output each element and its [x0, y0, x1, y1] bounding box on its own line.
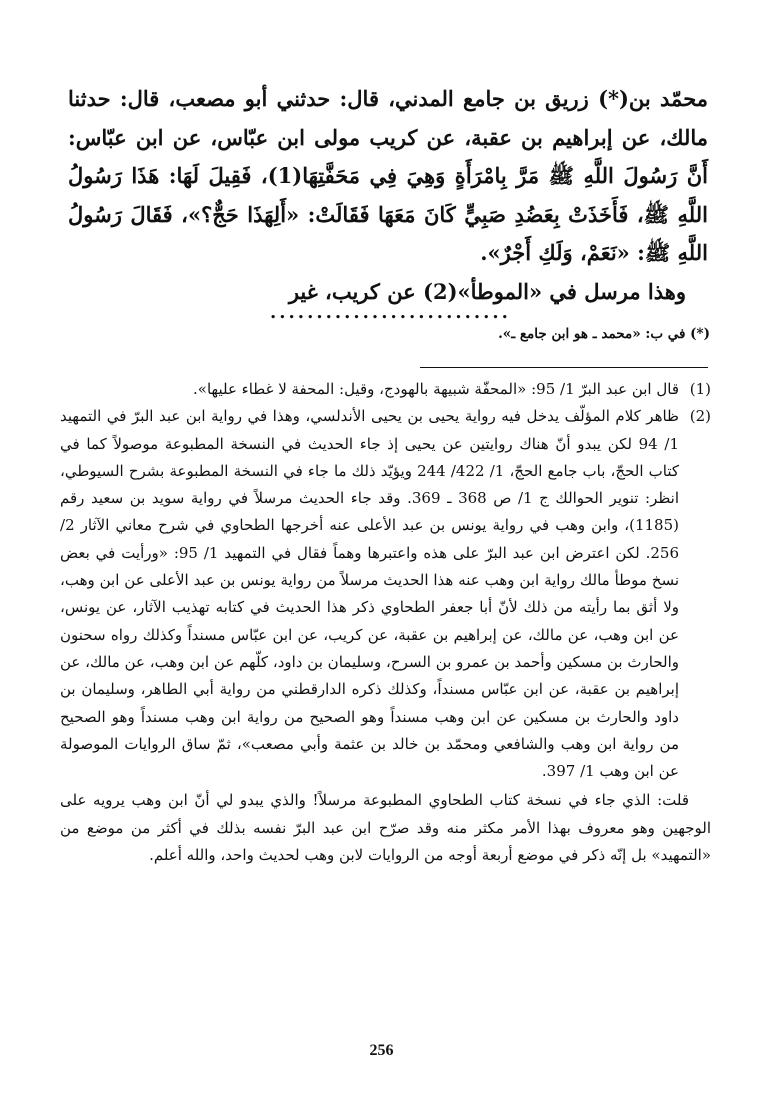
main-paragraph-1: محمّد بن(*) زريق بن جامع المدني، قال: حدثني أبو مصعب، قال: حدثنا مالك، عن إبراهيم بن عقبة، عن كريب مولى ابن عبّاس، عن ابن عبّاس: أَنَّ رَسُولَ اللَّهِ ﷺ مَرَّ بِامْرَأَةٍ وَهِيَ فِي مَحَفَّتِهَا(1)، فَقِيلَ لَهَا: هَذَا رَسُولُ اللَّهِ ﷺ، فَأَخَذَتْ بِعَضُدِ صَبِيٍّ كَانَ مَعَهَا فَقَالَتْ: «أَلِهَذَا حَجٌّ؟»، فَقَالَ رَسُولُ اللَّهِ ﷺ: «نَعَمْ، وَلَكِ أَجْرٌ». [68, 86, 708, 265]
ellipsis-dots: .......................... [270, 302, 511, 323]
footnote-number: (1) [689, 380, 711, 398]
page-number: 256 [369, 1042, 394, 1059]
footnotes [60, 376, 711, 869]
footnote-number: (2) [689, 407, 711, 426]
footnote-2 [60, 403, 711, 785]
footnote-text: قال ابن عبد البرّ 1/ 95: «المحفّة شبيهة بالهودج، وقيل: المحفة لا غطاء عليها». [193, 380, 679, 398]
editor-note: (*) في ب: «محمد ـ هو ابن جامع ـ». [498, 326, 710, 342]
main-paragraph-2: وهذا مرسل في «الموطأ»(2) عن كريب، غير [288, 278, 686, 304]
footnote-text: ظاهر كلام المؤلّف يدخل فيه رواية يحيى بن يحيى الأندلسي، وهذا في رواية ابن عبد البرّ في التمهيد 1/ 94 لكن يبدو أنّ هناك روايتين عن يحيى إذ جاء الحديث في النسخة المطبوعة موصولاً كما في كتاب الحجّ، باب جامع الحجّ، 1/ 422/ 244 ويؤيّد ذلك ما جاء في النسخة المطبوعة بشرح السيوطي، انظر: تنوير الحوالك ج 1/ ص 368 ـ 369. وقد جاء الحديث مرسلاً في رواية سويد بن سعيد رقم (1185)، وابن وهب في رواية يونس بن عبد الأعلى عنه أخرجها الطحاوي في شرح معاني الآثار 2/ 256. لكن اعترض ابن عبد البرّ على هذه واعتبرها وهماً فقال في التمهيد 1/ 95: «ورأيت في بعض نسخ موطأ مالك رواية ابن وهب عنه هذا الحديث مرسلاً من رواية يونس بن عبد الأعلى عن ابن وهب، ولا أثق بما رأيته من ذلك لأنّ أبا جعفر الطحاوي ذكر هذا الحديث في كتابه تهذيب الآثار، عن يونس، عن ابن وهب، عن مالك، عن إبراهيم بن عقبة، عن كريب، عن ابن عبّاس مسنداً وكذلك رواه سحنون والحارث بن مسكين وأحمد بن عمرو بن السرح، وسليمان بن داود، كلّهم عن ابن وهب، عن مالك، عن إبراهيم بن عقبة، عن ابن عبّاس مسنداً، وكذلك ذكره الدارقطني من رواية أبي الطاهر، وسليمان بن داود والحارث بن مسكين عن ابن وهب مسنداً وهو الصحيح من رواية ابن وهب مسنداً وهو الصحيح من رواية ابن وهب والشافعي ومحمّد بن خالد بن عثمة وأبي مصعب»، ثمّ ساق الروايات الموصولة عن ابن وهب 1/ 397. [60, 407, 680, 781]
footnote-1 [60, 376, 711, 403]
footnote-divider [420, 367, 708, 368]
closing-paragraph: قلت: الذي جاء في نسخة كتاب الطحاوي المطبوعة مرسلاً! والذي يبدو لي أنّ ابن وهب يرويه على الوجهين وهو معروف بهذا الأمر مكثر منه وقد صرّح ابن عبد البرّ نفسه بذلك في أكثر من موضع من «التمهيد» بل إنّه ذكر في موضع أربعة أوجه من الروايات لابن وهب لحديث واحد، والله أعلم. [60, 791, 711, 865]
main-text [68, 80, 708, 311]
